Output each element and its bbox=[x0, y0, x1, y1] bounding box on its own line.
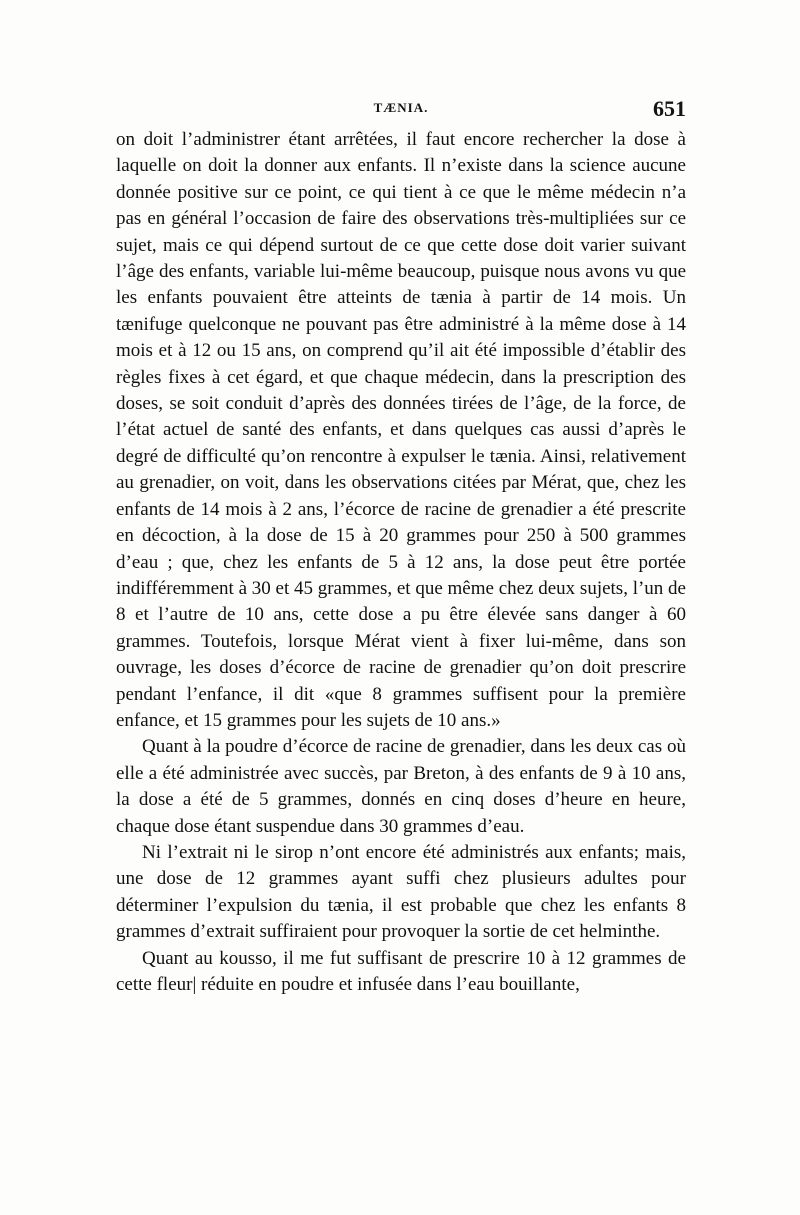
page-number: 651 bbox=[653, 96, 686, 121]
running-title: TÆNIA. bbox=[373, 100, 429, 115]
paragraph-continued: on doit l’administrer étant arrêtées, il faut encore rechercher la dose à laquelle on doit la donner aux enfants. Il n’existe dans la science aucune donnée positive sur ce point, ce qui tient à ce que le même médecin n’a pas en général l’occasion de faire des observations très-multipliées sur ce sujet, mais ce qui dépend surtout de ce que cette dose doit varier suivant l’âge des enfants, variable lui-même beaucoup, puisque nous avons vu que les enfants pouvaient être atteints de tænia à partir de 14 mois. Un tænifuge quelconque ne pouvant pas être administré à la même dose à 14 mois et à 12 ou 15 ans, on comprend qu’il ait été impossible d’établir des règles fixes à cet égard, et que chaque médecin, dans la prescription des doses, se soit conduit d’après des données tirées de l’âge, de la force, de l’état actuel de santé des enfants, et dans quelques cas aussi d’après le degré de difficulté qu’on rencontre à expulser le tænia. Ainsi, relativement au grenadier, on voit, dans les observations citées par Mérat, que, chez les enfants de 14 mois à 2 ans, l’écorce de racine de grenadier a été prescrite en décoction, à la dose de 15 à 20 grammes pour 250 à 500 grammes d’eau ; que, chez les enfants de 5 à 12 ans, la dose peut être portée indifféremment à 30 et 45 grammes, et que même chez deux sujets, l’un de 8 et l’autre de 10 ans, cette dose a pu être élevée sans danger à 60 grammes. Toutefois, lorsque Mérat vient à fixer lui-même, dans son ouvrage, les doses d’écorce de racine de grenadier qu’on doit prescrire pendant l’enfance, il dit «que 8 grammes suffisent pour la première enfance, et 15 grammes pour les sujets de 10 ans.» bbox=[116, 129, 686, 731]
paragraph-extract-syrup: Ni l’extrait ni le sirop n’ont encore été administrés aux enfants; mais, une dose de 12 grammes ayant suffi chez plusieurs adultes pour déterminer l’expulsion du tænia, il est probable que chez les enfants 8 grammes d’extrait suffiraient pour provoquer la sortie de cet helminthe. bbox=[116, 841, 686, 943]
body-text bbox=[116, 127, 686, 998]
page-header bbox=[116, 96, 686, 126]
paragraph-powder-dose: Quant à la poudre d’écorce de racine de grenadier, dans les deux cas où elle a été administrée avec succès, par Breton, à des enfants de 9 à 10 ans, la dose a été de 5 grammes, donnés en cinq doses d’heure en heure, chaque dose étant suspendue dans 30 grammes d’eau. bbox=[116, 736, 686, 837]
paragraph-kousso: Quant au kousso, il me fut suffisant de prescrire 10 à 12 grammes de cette fleur| réduite en poudre et infusée dans l’eau bouillante, bbox=[116, 947, 686, 995]
